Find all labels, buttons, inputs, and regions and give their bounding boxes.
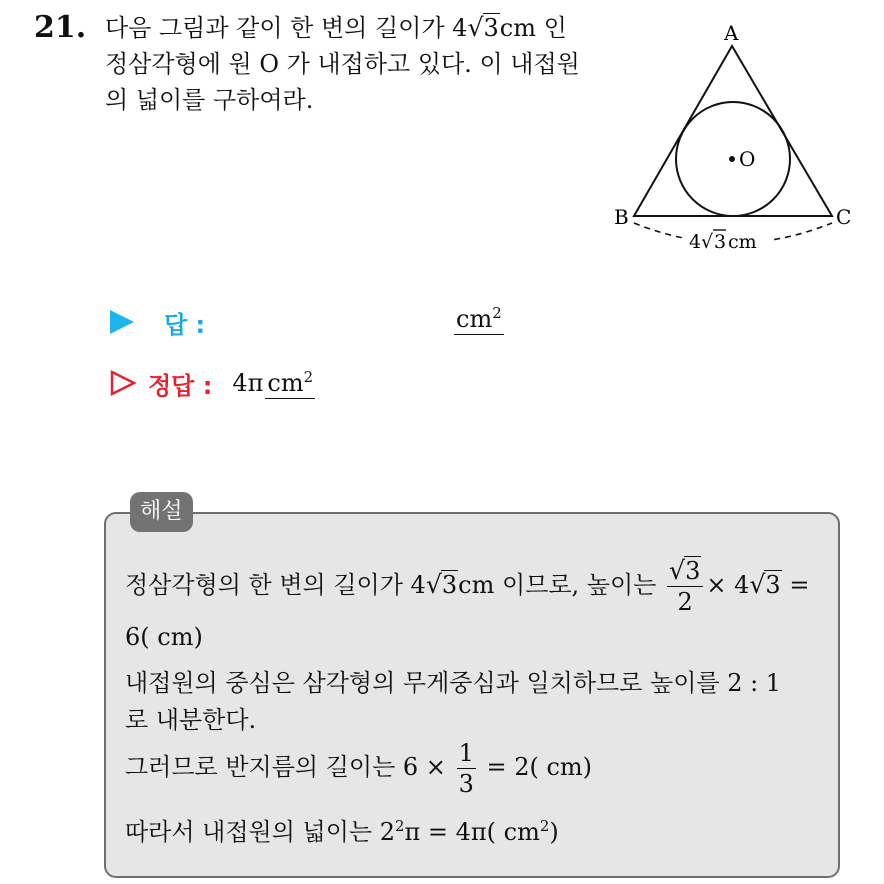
fraction-radicand: 3 bbox=[685, 557, 701, 585]
correct-answer-value: 4π bbox=[232, 369, 264, 397]
solution-line-1 bbox=[125, 556, 809, 617]
answer-unit-text: cm bbox=[456, 305, 493, 333]
question-text bbox=[105, 10, 595, 118]
correct-arrow-icon bbox=[110, 370, 136, 396]
triangle-figure bbox=[600, 18, 870, 258]
solution-line-4: 로 내분한다. bbox=[125, 706, 257, 734]
question-radicand: 3 bbox=[483, 14, 499, 42]
sqrt-symbol: √3 bbox=[749, 570, 781, 599]
vertex-label-c: C bbox=[836, 205, 852, 229]
answer-unit-exp: 2 bbox=[492, 304, 502, 323]
solution-radicand-1: 3 bbox=[441, 571, 458, 599]
vertex-label-a: A bbox=[724, 21, 739, 45]
dimension-sqrt: √ bbox=[701, 231, 714, 253]
fraction-denominator: 2 bbox=[677, 588, 693, 616]
center-point bbox=[729, 156, 735, 162]
solution-line-5-part-b: = 2( cm) bbox=[486, 753, 593, 781]
fraction-numerator: 1 bbox=[458, 739, 474, 767]
solution-line-6-part-b: π = 4π( cm bbox=[404, 818, 540, 846]
solution-line-2: 6( cm) bbox=[125, 623, 203, 651]
fraction-denominator: 3 bbox=[458, 770, 474, 798]
solution-exponent-1: 2 bbox=[395, 817, 405, 836]
correct-unit-exp: 2 bbox=[303, 367, 314, 386]
dimension-coef: 4 bbox=[689, 231, 702, 253]
answer-unit bbox=[454, 304, 504, 335]
dimension-radicand: 3 bbox=[714, 231, 727, 253]
solution-radicand-2: 3 bbox=[765, 571, 781, 599]
solution-line-1-part-c: × 4 bbox=[706, 571, 750, 599]
dimension-unit: cm bbox=[728, 231, 757, 253]
correct-answer-unit bbox=[265, 368, 315, 399]
answer-arrow-icon bbox=[110, 310, 134, 334]
solution-line-6-part-c: ) bbox=[549, 818, 559, 846]
correct-answer-row bbox=[110, 365, 315, 401]
center-label: O bbox=[739, 147, 756, 171]
answer-row bbox=[110, 304, 205, 340]
solution-line-1-part-d: = bbox=[789, 571, 810, 599]
question-number: 21. bbox=[34, 10, 87, 45]
question-text-before: 다음 그림과 같이 한 변의 길이가 4 bbox=[105, 14, 468, 42]
solution-line-5 bbox=[125, 738, 592, 799]
solution-tab: 해설 bbox=[130, 492, 193, 532]
solution-line-6 bbox=[125, 812, 559, 847]
question-text-after: cm 인 정삼각형에 원 O 가 내접하고 있다. 이 내접원의 넓이를 구하여라. bbox=[105, 14, 580, 114]
fraction-one-third bbox=[457, 738, 476, 799]
sqrt-symbol: √3 bbox=[425, 570, 458, 599]
fraction-sqrt3-over-2: $\frac{√3}{2}$ bbox=[667, 556, 703, 617]
correct-answer-label: 정답 : bbox=[148, 371, 213, 400]
correct-unit-text: cm bbox=[267, 368, 304, 397]
solution-line-6-part-a: 따라서 내접원의 넓이는 2 bbox=[125, 818, 395, 846]
solution-exponent-2: 2 bbox=[539, 817, 550, 836]
equilateral-triangle bbox=[634, 46, 832, 216]
vertex-label-b: B bbox=[614, 205, 629, 229]
solution-line-3: 내접원의 중심은 삼각형의 무게중심과 일치하므로 높이를 2 : 1 bbox=[125, 669, 782, 697]
answer-label: 답 : bbox=[164, 310, 206, 339]
solution-line-1-part-a: 정삼각형의 한 변의 길이가 4 bbox=[125, 571, 426, 599]
sqrt-symbol: √3 bbox=[467, 13, 499, 42]
solution-line-5-part-a: 그러므로 반지름의 길이는 6 × bbox=[125, 753, 446, 781]
solution-line-1-part-b: cm 이므로, 높이는 bbox=[458, 571, 657, 599]
